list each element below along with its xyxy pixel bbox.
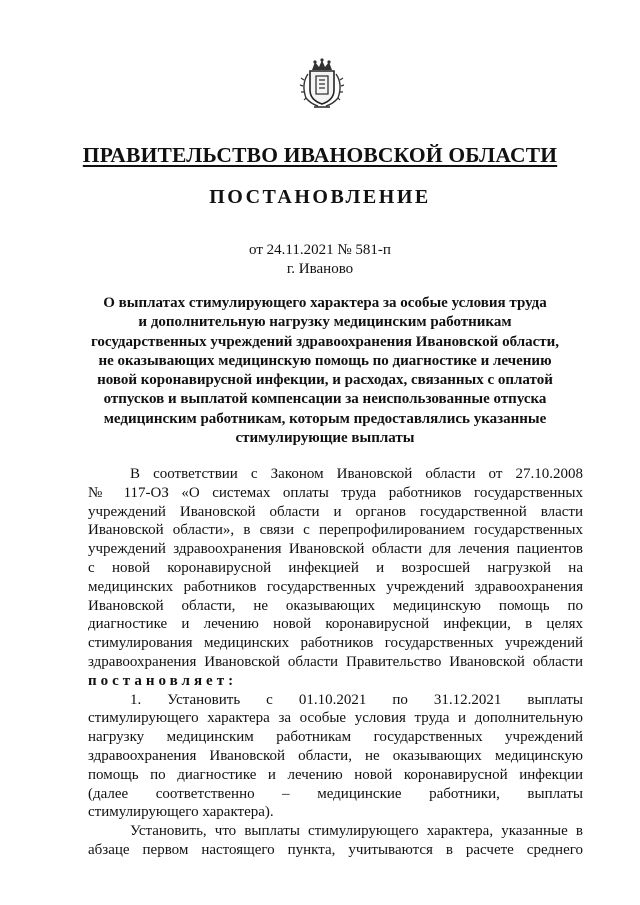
document-type: ПОСТАНОВЛЕНИЕ (209, 186, 431, 208)
item-1-line: стимулирующего характера за особые условия труда и дополнительную (88, 710, 583, 727)
body-line: Ивановской области, не оказывающих медицинскую помощь по (88, 597, 583, 614)
subject-line: О выплатах стимулирующего характера за особые условия труда (103, 295, 547, 311)
resolves-word: постановляет: (88, 672, 238, 689)
body-line: медицинских работников государственных учреждений здравоохранения (88, 578, 583, 595)
document-body (88, 465, 583, 860)
subject-line: отпусков и выплатой компенсации за неиспользованные отпуска (103, 391, 547, 408)
item-1-line: нагрузку медицинским работникам государственных учреждений (88, 729, 583, 746)
body-line: учреждений здравоохранения Ивановской области для лечения пациентов (88, 541, 583, 558)
subject-line: не оказывающих медицинскую помощь по диагностике и лечению (98, 352, 552, 369)
item-1-line: стимулирующего характера). (88, 804, 274, 821)
document-subject (60, 294, 590, 448)
government-title: ПРАВИТЕЛЬСТВО ИВАНОВСКОЙ ОБЛАСТИ (82, 143, 558, 167)
body-line: Ивановской области», в связи с перепрофилированием государственных (88, 522, 583, 539)
date-number: от 24.11.2021 № 581-п (249, 242, 391, 258)
subject-line: новой коронавирусной инфекции, и расходах, связанных с оплатой (97, 372, 553, 389)
item-1-para2-line: абзаце первом настоящего пункта, учитываются в расчете среднего (88, 841, 583, 858)
coat-of-arms-icon (298, 58, 346, 110)
item-1-line: здравоохранения Ивановской области, не оказывающих медицинскую (88, 747, 583, 764)
body-line: учреждений Ивановской области и органов государственной власти (88, 503, 583, 520)
body-line: В соответствии с Законом Ивановской области от 27.10.2008 (130, 466, 583, 482)
body-line: диагностике и лечению новой коронавирусной инфекции, в целях (88, 616, 583, 633)
city: г. Иваново (286, 261, 354, 277)
document-meta (0, 241, 640, 279)
body-line: здравоохранения Ивановской области Правительство Ивановской области (88, 653, 583, 670)
body-line: стимулирования медицинских работников государственных учреждений (88, 635, 583, 652)
body-line: № 117-ОЗ «О системах оплаты труда работников государственных (88, 484, 583, 501)
item-1-line: (далее соответственно – медицинские работники, выплаты (88, 785, 583, 802)
subject-line: государственных учреждений здравоохранения Ивановской области, (90, 333, 560, 350)
subject-line: стимулирующие выплаты (235, 430, 415, 447)
subject-line: и дополнительную нагрузку медицинским работникам (138, 314, 512, 331)
subject-line: медицинским работникам, которым предоставлялись указанные (103, 410, 547, 427)
body-line: с новой коронавирусной инфекцией и возросшей нагрузкой на (88, 559, 583, 576)
item-1-line: помощь по диагностике и лечению новой коронавирусной инфекции (88, 766, 583, 783)
item-1-para2-line: Установить, что выплаты стимулирующего характера, указанные в (130, 823, 583, 840)
item-1-line: 1. Установить с 01.10.2021 по 31.12.2021 выплаты (130, 691, 583, 708)
